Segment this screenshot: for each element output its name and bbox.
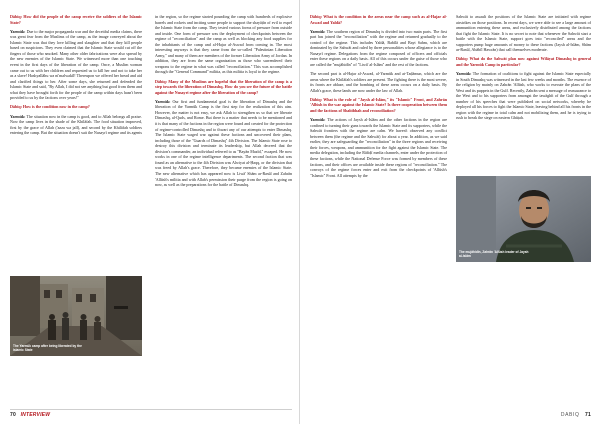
- paragraph-text: The formation of coalitions to fight against the Islamic State especially in South Dimashq was witnessed in the last few weeks and months. The essence of the religion by mainly on Zahrān 'Allūsh, who works to execute the plans of the West and its puppets in the Gulf. Recently, Zahrān sent a message of reassurance to the West and to his supporters from amongst the tawāghīt of the Gulf through a number of his speeches that were published on social networks, whereby he deployed all his forces to fight the Islamic State, leaving behind all his fronts in the region with the regime in total calm and not mobilizing them, and he is trying to rush to break the siege on eastern Ghūṭah.: [456, 71, 591, 121]
- question-label: Dābiq:: [10, 104, 22, 110]
- left-column-2: [155, 14, 292, 406]
- paragraph-text: Sahwāt to assault the positions of the Islamic State are initiated with regime airstrikes on those positions. In recent days, we were able to see a large amount of ammunition entering these areas, and exclusively distributed among the factions that fight the Islamic State. It is no secret to note that whenever the Sahwāt start a battle with the Islamic State, support goes into "reconciled" areas and the supporters pump huge amounts of money to these factions (Jaysh al-Islām, Shām ar-Rasūl, Abābīl Hawrān) that call themselves moderate.: [456, 14, 591, 53]
- magazine-name: DABIQ: [560, 412, 580, 418]
- paragraph-text: What is the role of "Jaysh al-Islām," its "Islamic" Front, and Zahrān 'Allūsh in the war against the Islamic State? Is there cooperation between them and the factions of Shabībhah and reconciliation?: [310, 96, 447, 113]
- right-footer: [561, 412, 591, 418]
- paragraph-text: in the region, so the regime started pounding the camp with hundreds of explosive barrels and rockets and inciting some people to support the shayāṭīn of evil to expel the Islamic State from the camp. They tested various forms of pressure from outside and inside. One form of pressure was the deployment of checkpoints between the regime of "reconciliation" and the camp as well as blocking any food supplies for the inhabitants of the camp and al-Hajar al-Aswad from coming in. The most interesting anyways is that they came from the so-called "Palestinian Liberation Army," and many of them are members of the former Liberation Army of Jordan. In addition, they are from the same organization as those who surrendered their weapons to the regime in what was called "reconciliation." This was accomplished through the "General Command" militia, as this militia is loyal to the regime.: [155, 14, 292, 75]
- paragraph-text: How is the condition now in the camp?: [21, 104, 90, 110]
- camp-photo: [10, 276, 142, 356]
- body-paragraph: [456, 14, 591, 53]
- paragraph-text: The situation now in the camp is good, and to Allah belongs all praise. Now the camp lives in the shade of the Khilāfah. The food situation improved, first by the grace of Allah ('azza wa jall), and second by the Khilāfah soldiers entering the camp. But the situation doesn't suit the Nusayrī regime and its agents: [10, 113, 142, 136]
- answer-label: Yarmūk:: [456, 71, 472, 77]
- footer-rule: [10, 409, 292, 410]
- question-paragraph: [456, 56, 591, 67]
- paragraph-text: Our first and fundamental goal is the liberation of Dimashq and the liberation of the Yarmūk Camp is the first step for the realization of this aim. However, the matter is not easy, we ask Allah to strengthen us so that we liberate Dimashq, al-Quds, and Rome. But there is a matter that needs to be mentioned and it is that many of the factions in the region were found and created for the protection of regime-controlled Dimashq and to thwart any of our attempts to enter Dimashq. The Islamic State waged war against these factions and uncovered their plans, including those of the "Guards of Dimashq" 4th Division. The Islamic State rose to destroy this division and terminate its leadership, but Allah decreed that the division's commander, an individual referred to as "Bayān Mazīd," escaped. He now works in one of the regime intelligence departments. The second faction that was found as an alternative to the 4th Division was Alwiyat al-Ḥaqq, or the division that was freed by Allah's grace. Therefore, they became enemies of the Islamic State. The new alternative which has appeared now is Liwā' Shām ar-Rasūl and Zahrān 'Allūsh's militia and with Allah's permission their purge from the region is going on now, as well as the preparations for the battle of Dimashq.: [155, 98, 292, 188]
- right-page: [300, 0, 600, 424]
- answer-label: Yarmūk:: [10, 113, 26, 119]
- answer-label: Yarmūk:: [310, 117, 326, 123]
- answer-paragraph: [155, 99, 292, 188]
- question-label: Dābiq:: [456, 56, 468, 62]
- right-column-1: [310, 14, 447, 406]
- right-column-2: [456, 14, 591, 406]
- paragraph-text: Many of the Muslims are hopeful that the liberation of the camp is a step towards the liberation of Dimashq. How do you see the future of the battle against the Nusayrī regime after the liberation of the camp?: [155, 78, 292, 95]
- question-label: Dābiq:: [310, 96, 322, 102]
- paragraph-text: What is the condition in the areas near the camp such as al-Hajar al-Aswad and Yaldā?: [310, 14, 447, 25]
- answer-paragraph: [310, 29, 447, 68]
- paragraph-text: Due to the major propaganda war and the deceitful media claims, there was great fear from the Muslims of the camp, as the image conveyed about the Islamic State was that they love killing and slaughter and that they kill people based on suspicions. They even claimed that the Islamic State would cut off the fingers of those who smoked. Many other older fabrications were also spread by the new enemies of the Islamic State. We witnessed more than one touching event in the first days of the liberation of the camp. Once, a Muslim woman came out to us with her children and requested us to kill her and not to take her as a slave! Hasbyallāhu wa ni'malwakīl! Thereupon we offered her bread and aid and clarified things to her. After some days, she returned and defended the Islamic State and said, "By Allah, I did not see anything but good from them and what they have brought forth for the people of the camp within days hasn't been provided to us by the factions over years!": [10, 28, 142, 101]
- answer-label: Yarmūk:: [310, 28, 326, 34]
- answer-paragraph: [310, 117, 447, 178]
- question-paragraph: [310, 97, 447, 114]
- question-label: Dābiq:: [10, 14, 22, 19]
- question-paragraph: [310, 14, 447, 25]
- paragraph-text: The second part is al-Hajar al-Aswad, al-Yarmūk and at-Taḍāmun, which are the areas where the Khilāfah's soldiers are present. The fighting there is the most severe, its fronts are ablaze, and the bombing of these areas occurs on a daily basis. By Allah's grace, these lands are now under the law of Allah.: [310, 71, 447, 93]
- page-number: 71: [585, 412, 591, 418]
- page-number: 70: [10, 412, 16, 418]
- left-footer: [10, 412, 50, 418]
- question-paragraph: [10, 104, 142, 110]
- body-paragraph: [155, 14, 292, 75]
- body-paragraph: [310, 71, 447, 93]
- question-paragraph: [10, 14, 142, 25]
- answer-paragraph: [10, 29, 142, 101]
- answer-paragraph: [456, 71, 591, 121]
- paragraph-text: How did the people of the camp receive the soldiers of the Islamic State?: [10, 14, 142, 25]
- section-label: INTERVIEW: [20, 412, 51, 418]
- question-label: Dābiq:: [155, 78, 167, 84]
- answer-label: Yarmūk:: [10, 28, 26, 34]
- leader-photo-caption: The mujāhidīn, Zahrān 'Allūsh leader of Jaysh al-Islām: [459, 250, 529, 258]
- answer-label: Yarmūk:: [155, 98, 171, 104]
- question-label: Dābiq:: [310, 14, 322, 19]
- paragraph-text: The southern region of Dimashq is divided into two main parts. The first part has joined the "reconciliation" with the regime and returned gradually to the control of the regime. This includes Yaldā, Babīlā and Bayt Sahm, which are dominated by the Sahwāt and ruled by three personalities whose allegiance is to the Nusayrī regime. Delegations from the regime composed of officers and officials enter these regions on a daily basis. All of this occurs under the guise of those who are called the "mujāhidīn" of "Liwā' al-Islām" and the rest of the factions.: [310, 28, 447, 67]
- question-paragraph: [155, 79, 292, 96]
- answer-paragraph: [10, 114, 142, 136]
- paragraph-text: What do the Sahwāt plan now against Wilāyat Dimashq in general and the Yarmūk Camp in particular?: [456, 56, 591, 67]
- camp-photo-caption: The Yarmūk camp after being liberated by the Islamic State: [13, 344, 82, 352]
- paragraph-text: The actions of Jaysh al-Islām and the other factions in the region are confined to turning their guns towards the Islamic State and its supporters, while the Sahwāt frontiers with the regime are calm. We haven't observed any conflict between them (the regime and the Sahwāt) for about a year. In addition, as we said earlier, they are safeguarding the "reconciliation" in the three regions and receiving their forces, weapons, and ammunition for the fight against the Islamic State. The media delegation, including the Rāfiḍī media channels, enter under the protection of these factions, while the National Defense Force was formed by members of these factions, and their offices are available inside these regions of "reconciliation." The convoys of the regime forces enter and exit from the checkpoints of 'Allūsh's "Islamic" Front. All attempts by the: [310, 117, 447, 178]
